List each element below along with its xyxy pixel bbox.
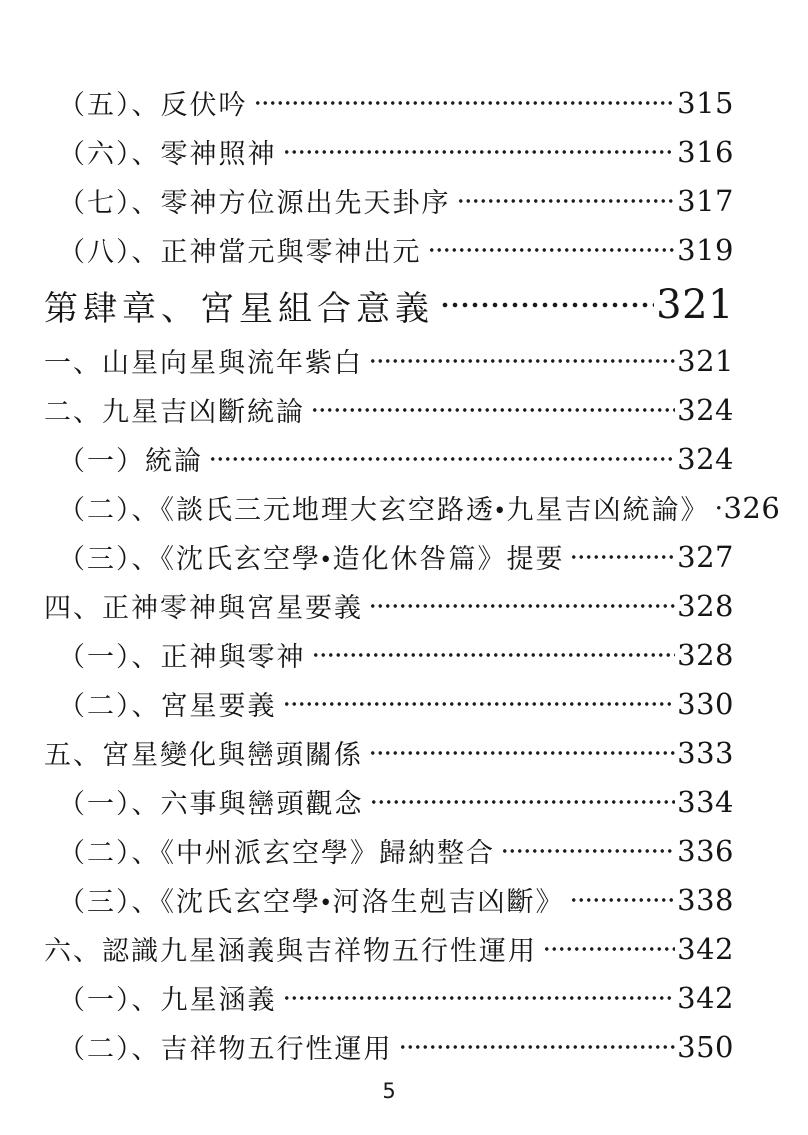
toc-entry-page: 333 (677, 735, 734, 770)
toc-entry (44, 777, 734, 826)
toc-entry-label: （八）、正神當元與零神出元 (58, 237, 422, 267)
toc-entry (44, 127, 734, 176)
toc-entry-label: （三）、《沈氏玄空學•造化休咎篇》提要 (58, 544, 565, 574)
dot-leader (311, 385, 675, 434)
toc-entry-page: 328 (677, 588, 734, 623)
toc-entry-label: 五、宮星變化與巒頭關係 (44, 740, 363, 770)
toc-entry (44, 225, 734, 274)
toc-entry-page: 319 (677, 232, 734, 267)
toc-entry-page: 315 (677, 85, 734, 120)
toc-entry-label: 二、九星吉凶斷統論 (44, 397, 305, 427)
toc-entry (44, 924, 734, 973)
toc-entry-label: （五）、反伏吟 (58, 90, 248, 120)
toc-entry-page: 327 (677, 539, 734, 574)
dot-leader (715, 483, 721, 532)
toc-entry-page: 334 (677, 784, 734, 819)
toc-entry-label: （七）、零神方位源出先天卦序 (58, 188, 451, 218)
toc-entry-label: （三）、《沈氏玄空學•河洛生剋吉凶斷》 (58, 887, 565, 917)
toc-entry-page: 321 (656, 282, 734, 328)
toc-entry (44, 78, 734, 127)
toc-entry-page: 350 (677, 1029, 734, 1064)
toc-entry-page: 317 (677, 183, 734, 218)
toc-entry (44, 875, 734, 924)
toc-entry-label: 第肆章、宮星組合意義 (44, 290, 434, 328)
dot-leader (428, 225, 676, 274)
toc-list (44, 78, 781, 1071)
toc-entry-label: （二）、宮星要義 (58, 691, 277, 721)
toc-entry-label: （二）、吉祥物五行性運用 (58, 1034, 393, 1064)
dot-leader (501, 826, 675, 875)
toc-entry-page: 338 (677, 882, 734, 917)
dot-leader (283, 679, 676, 728)
dot-leader (457, 176, 676, 225)
toc-entry-label: （一）、正神與零神 (58, 642, 306, 672)
toc-entry (44, 176, 734, 225)
dot-leader (399, 1022, 676, 1071)
page-number: 5 (382, 1079, 396, 1103)
dot-leader (312, 630, 676, 679)
toc-entry-label: （二）、《談氏三元地理大玄空路透•九星吉凶統論》 (58, 495, 710, 525)
dot-leader (369, 728, 675, 777)
toc-entry-page: 342 (677, 980, 734, 1015)
toc-entry (44, 483, 781, 532)
toc-entry-label: （一）、六事與巒頭觀念 (58, 789, 364, 819)
toc-entry-label: 四、正神零神與宮星要義 (44, 593, 363, 623)
toc-entry (44, 630, 734, 679)
dot-leader (369, 581, 675, 630)
toc-entry-page: 324 (677, 441, 734, 476)
dot-leader (283, 973, 676, 1022)
toc-entry (44, 385, 734, 434)
toc-entry-label: 六、認識九星涵義與吉祥物五行性運用 (44, 936, 537, 966)
toc-entry-page: 326 (723, 490, 781, 525)
toc-entry-page: 324 (677, 392, 734, 427)
toc-entry (44, 973, 734, 1022)
dot-leader (283, 127, 676, 176)
toc-entry (44, 728, 734, 777)
toc-entry-page: 336 (677, 833, 734, 868)
dot-leader (570, 532, 675, 581)
toc-entry (44, 581, 734, 630)
toc-entry (44, 434, 734, 483)
toc-entry-page: 342 (677, 931, 734, 966)
toc-entry-label: 一、山星向星與流年紫白 (44, 348, 363, 378)
toc-entry (44, 532, 734, 581)
toc-entry-page: 328 (677, 637, 734, 672)
toc-entry-label: （一）、九星涵義 (58, 985, 277, 1015)
toc-entry (44, 679, 734, 728)
toc-entry-page: 330 (677, 686, 734, 721)
toc-entry-label: （一）統論 (58, 446, 203, 476)
dot-leader (570, 875, 675, 924)
dot-leader (440, 274, 654, 336)
toc-entry (44, 1022, 734, 1071)
dot-leader (254, 78, 676, 127)
toc-entry-label: （二）、《中州派玄空學》歸納整合 (58, 838, 495, 868)
toc-entry (44, 826, 734, 875)
dot-leader (370, 777, 676, 826)
toc-entry-page: 316 (677, 134, 734, 169)
dot-leader (369, 336, 675, 385)
toc-entry (44, 274, 734, 336)
toc-entry-page: 321 (677, 343, 734, 378)
toc-entry (44, 336, 734, 385)
dot-leader (209, 434, 675, 483)
dot-leader (543, 924, 675, 973)
toc-entry-label: （六）、零神照神 (58, 139, 277, 169)
